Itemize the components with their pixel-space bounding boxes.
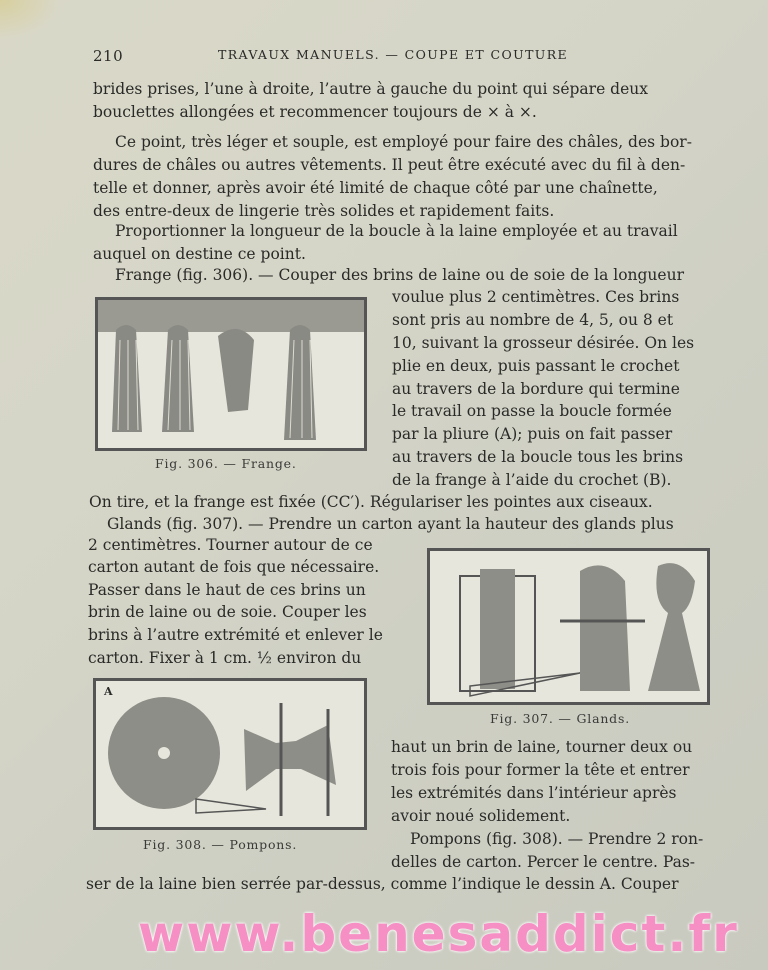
watermark: www.benesaddict.fr <box>138 905 739 963</box>
tassel-illustration <box>430 551 707 702</box>
figure-308-caption: Fig. 308. — Pompons. <box>143 837 298 852</box>
text-line: carton. Fixer à 1 cm. ½ environ du <box>88 649 362 667</box>
text-line: par la pliure (A); puis on fait passer <box>392 425 673 443</box>
text-line: Pompons (fig. 308). — Prendre 2 ron- <box>410 830 704 848</box>
text-line: brides prises, l’une à droite, l’autre à gauche du point qui sépare deux <box>93 80 648 98</box>
text-line: bouclettes allongées et recommencer toujours de × à ×. <box>93 103 537 121</box>
text-line: Glands (fig. 307). — Prendre un carton ayant la hauteur des glands plus <box>107 515 674 533</box>
pompon-illustration <box>96 681 364 827</box>
text-line: brins à l’autre extrémité et enlever le <box>88 626 383 644</box>
text-line: de la frange à l’aide du crochet (B). <box>392 471 672 489</box>
text-line: plie en deux, puis passant le crochet <box>392 357 680 375</box>
text-line: ser de la laine bien serrée par-dessus, comme l’indique le dessin A. Couper <box>86 875 679 893</box>
text-line: les extrémités dans l’intérieur après <box>391 784 677 802</box>
text-line: dures de châles ou autres vêtements. Il peut être exécuté avec du fil à den- <box>93 156 686 174</box>
text-line: telle et donner, après avoir été limité de chaque côté par une chaînette, <box>93 179 658 197</box>
text-line: 10, suivant la grosseur désirée. On les <box>392 334 695 352</box>
text-line: au travers de la boucle tous les brins <box>392 448 684 466</box>
text-line: au travers de la bordure qui termine <box>392 380 680 398</box>
text-line: brin de laine ou de soie. Couper les <box>88 603 367 621</box>
text-line: carton autant de fois que nécessaire. <box>88 558 380 576</box>
text-line: trois fois pour former la tête et entrer <box>391 761 690 779</box>
figure-306-caption: Fig. 306. — Frange. <box>155 456 297 471</box>
figure-306-frange <box>95 297 367 451</box>
fringe-illustration <box>98 300 364 448</box>
text-line: haut un brin de laine, tourner deux ou <box>391 738 693 756</box>
running-head: TRAVAUX MANUELS. — COUPE ET COUTURE <box>218 47 569 62</box>
text-line: On tire, et la frange est fixée (CC′). Régulariser les pointes aux ciseaux. <box>89 493 653 511</box>
figure-307-caption: Fig. 307. — Glands. <box>490 711 630 726</box>
paper-stain <box>0 0 60 40</box>
text-line: sont pris au nombre de 4, 5, ou 8 et <box>392 311 674 329</box>
text-line: Proportionner la longueur de la boucle à la laine employée et au travail <box>115 222 678 240</box>
figure-308-pompons <box>93 678 367 830</box>
page-number: 210 <box>93 47 124 65</box>
figure-307-glands <box>427 548 710 705</box>
text-line: le travail on passe la boucle formée <box>392 402 672 420</box>
text-line: des entre-deux de lingerie très solides et rapidement faits. <box>93 202 555 220</box>
text-line: delles de carton. Percer le centre. Pas- <box>391 853 696 871</box>
text-line: auquel on destine ce point. <box>93 245 306 263</box>
figure-308-label-a: A <box>104 685 113 698</box>
text-line: Passer dans le haut de ces brins un <box>88 581 366 599</box>
text-line: voulue plus 2 centimètres. Ces brins <box>392 288 680 306</box>
text-line: Frange (fig. 306). — Couper des brins de laine ou de soie de la longueur <box>115 266 684 284</box>
text-line: Ce point, très léger et souple, est employé pour faire des châles, des bor- <box>115 133 692 151</box>
text-line: 2 centimètres. Tourner autour de ce <box>88 536 373 554</box>
text-line: avoir noué solidement. <box>391 807 571 825</box>
